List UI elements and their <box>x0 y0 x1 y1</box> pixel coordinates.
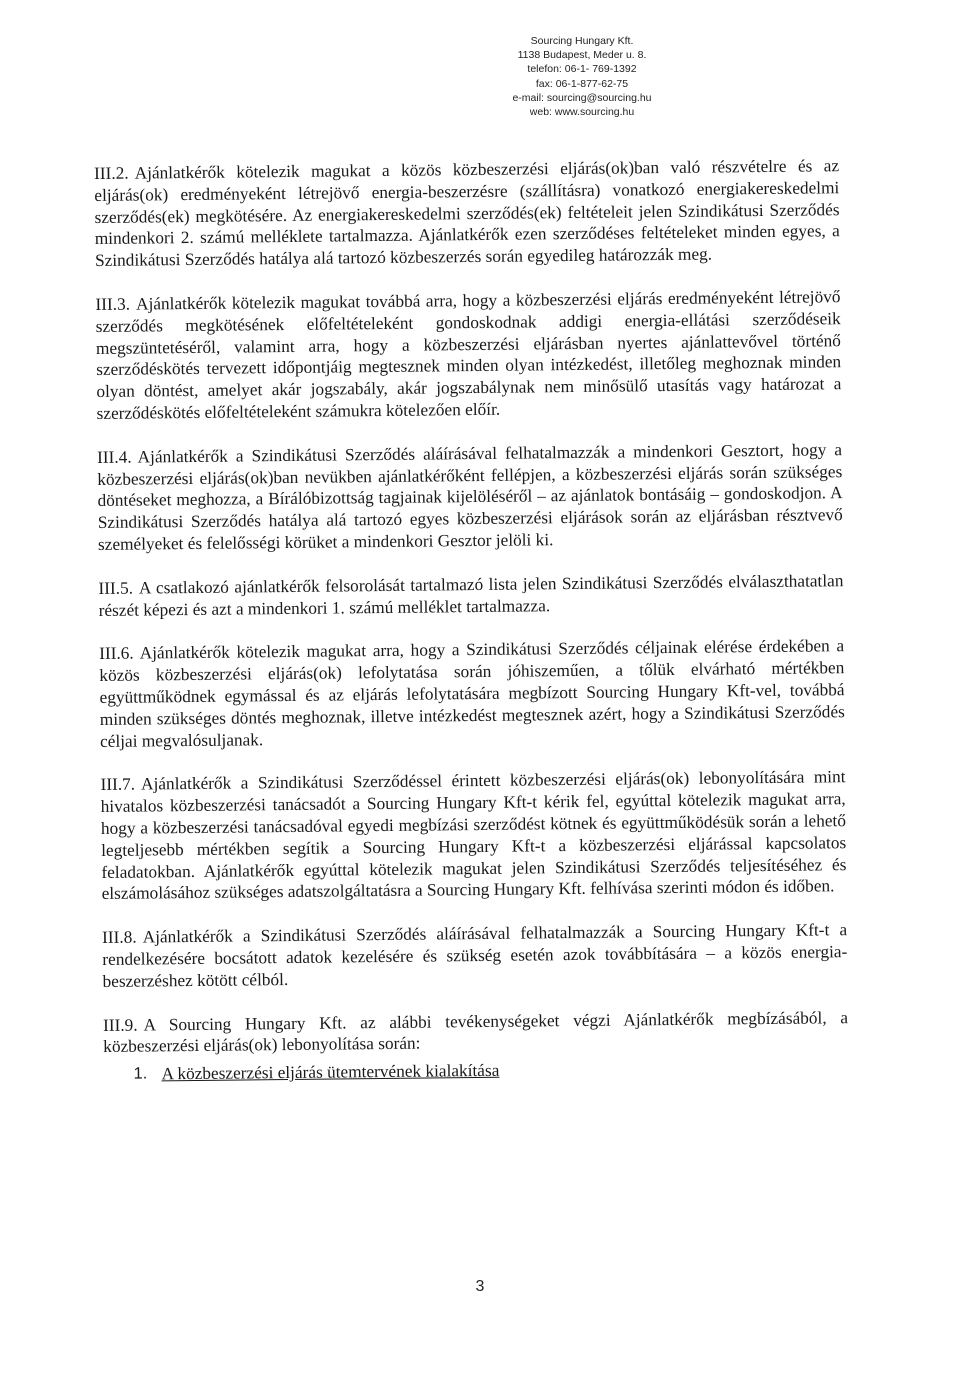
section-number: III.3. <box>95 294 131 314</box>
activity-list <box>103 1056 848 1086</box>
section-text: A csatlakozó ajánlatkérők felsorolását tartalmazó lista jelen Szindikátusi Szerződés elválaszthatatlan részét képezi és azt a mindenkori 1. számú melléklet tartalmazza. <box>98 570 844 620</box>
section-number: III.7. <box>100 774 136 795</box>
section-iii-3 <box>95 286 841 425</box>
company-phone: telefon: 06-1- 769-1392 <box>527 63 637 76</box>
section-text: Ajánlatkérők a Szindikátusi Szerződés aláírásával felhatalmazzák a Sourcing Hungary Kft-t a rendelkezésére bocsátott adatok kezelésére és szükség esetén azok továbbítására – a közös energia-beszerzéshez kötött célból. <box>102 920 848 991</box>
company-email: e-mail: sourcing@sourcing.hu <box>512 91 652 104</box>
company-name: Sourcing Hungary Kft. <box>530 35 634 47</box>
section-iii-7 <box>100 766 846 905</box>
page-number: 3 <box>475 1278 485 1295</box>
section-iii-5 <box>98 570 843 621</box>
section-number: III.2. <box>94 163 129 183</box>
letterhead <box>482 34 682 119</box>
section-number: III.9. <box>102 1015 138 1035</box>
section-iii-8 <box>102 919 848 992</box>
section-text: Ajánlatkérők kötelezik magukat a közös közbeszerzési eljárás(ok)ban való részvételre és az eljárás(ok) eredményeként létrejövő energia-beszerzésre (szállításra) vonatkozó energiakereskedelmi szerződés(ek) megkötésére. Az energiakereskedelmi szerződés(ek) feltételeit jelen Szindikátusi Szerződés mindenkori 2. számú melléklete tartalmazza. Ajánlatkérők ezen szerződéses feltételeket minden egyes, a Szindikátusi Szerződés hatálya alá tartozó közbeszerzés során egyedileg határozzák meg. <box>94 156 840 271</box>
section-text: Ajánlatkérők kötelezik magukat továbbá arra, hogy a közbeszerzési eljárás eredményeként létrejövő szerződés megkötésének előfeltételeként gondoskodnak addigi energia-ellátási szerződéseik megszüntetéséről, valamint arra, hogy a közbeszerzési eljárásban nyertes ajánlattevővel történő szerződéskötés tervezett időpontjáig megtesznek minden olyan intézkedést, illetőleg meghoznak minden olyan döntést, amelyet akár jogszabály, akár jogszabálynak nem minősülő utasítás vagy határozat a szerződéskötés előfeltételeként számukra kötelezően előír. <box>95 287 842 423</box>
section-text: Ajánlatkérők kötelezik magukat arra, hogy a Szindikátusi Szerződés céljainak elérése érdekében a közös közbeszerzési eljárás(ok) lefolytatása során jóhiszeműen, a tőlük elvárható mértékben együttműködnek egymással és az eljárás lefolytatására megbízott Sourcing Hungary Kft-vel, továbbá minden szükséges döntés meghoznak, illetve intézkedést megtesznek azért, hogy a Szindikátusi Szerződés céljai megvalósuljanak. <box>99 636 845 751</box>
list-item <box>133 1056 848 1085</box>
company-web: web: www.sourcing.hu <box>529 106 635 119</box>
section-number: III.5. <box>98 578 134 598</box>
section-text: A Sourcing Hungary Kft. az alábbi tevékenységeket végzi Ajánlatkérők megbízásából, a közbeszerzési eljárás(ok) lebonyolítása során: <box>103 1007 849 1057</box>
section-iii-6 <box>99 636 845 753</box>
list-item-number: 1. <box>133 1064 148 1083</box>
company-fax: fax: 06-1-877-62-75 <box>535 77 629 90</box>
company-address: 1138 Budapest, Meder u. 8. <box>517 49 647 62</box>
section-number: III.6. <box>99 643 134 664</box>
section-number: III.8. <box>102 927 137 948</box>
section-iii-4 <box>97 439 843 556</box>
section-iii-2 <box>94 155 840 272</box>
section-text: Ajánlatkérők a Szindikátusi Szerződéssel érintett közbeszerzési eljárás(ok) lebonyolítására mint hivatalos közbeszerzési tanácsadót a Sourcing Hungary Kft-t kérik fel, egyúttal kötelezik magukat arra, hogy a közbeszerzési tanácsadóval egyedi megbízási szerződést kötnek és együttműködésük során a lehető legteljesebb mértékben segítik a Sourcing Hungary Kft-t a közbeszerzési eljárással kapcsolatos feladatokban. Ajánlatkérők egyúttal kötelezik magukat jelen Szindikátusi Szerződés teljesítéséhez és elszámolásához szükséges adatszolgáltatásra a Sourcing Hungary Kft. felhívása szerinti módon és időben. <box>100 767 847 904</box>
document-body <box>94 155 849 1086</box>
section-text: Ajánlatkérők a Szindikátusi Szerződés aláírásával felhatalmazzák a mindenkori Gesztort, hogy a közbeszerzési eljárás(ok)ban nevükben ajánlatkérőként fellépjen, a közbeszerzési eljárás során szükséges döntéseket meghozza, a Bírálóbizottság tagjainak kijelöléséről – az ajánlatok bontásáig – gondoskodjon. A Szindikátusi Szerződés hatálya alá tartozó egyes közbeszerzési eljárások során az eljárásban résztvevő személyeket és felelősségi körüket a mindenkori Gesztor jelöli ki. <box>97 439 843 554</box>
list-item-text: A közbeszerzési eljárás ütemtervének kialakítása <box>161 1060 500 1084</box>
section-iii-9 <box>103 1007 848 1058</box>
section-number: III.4. <box>96 447 132 467</box>
